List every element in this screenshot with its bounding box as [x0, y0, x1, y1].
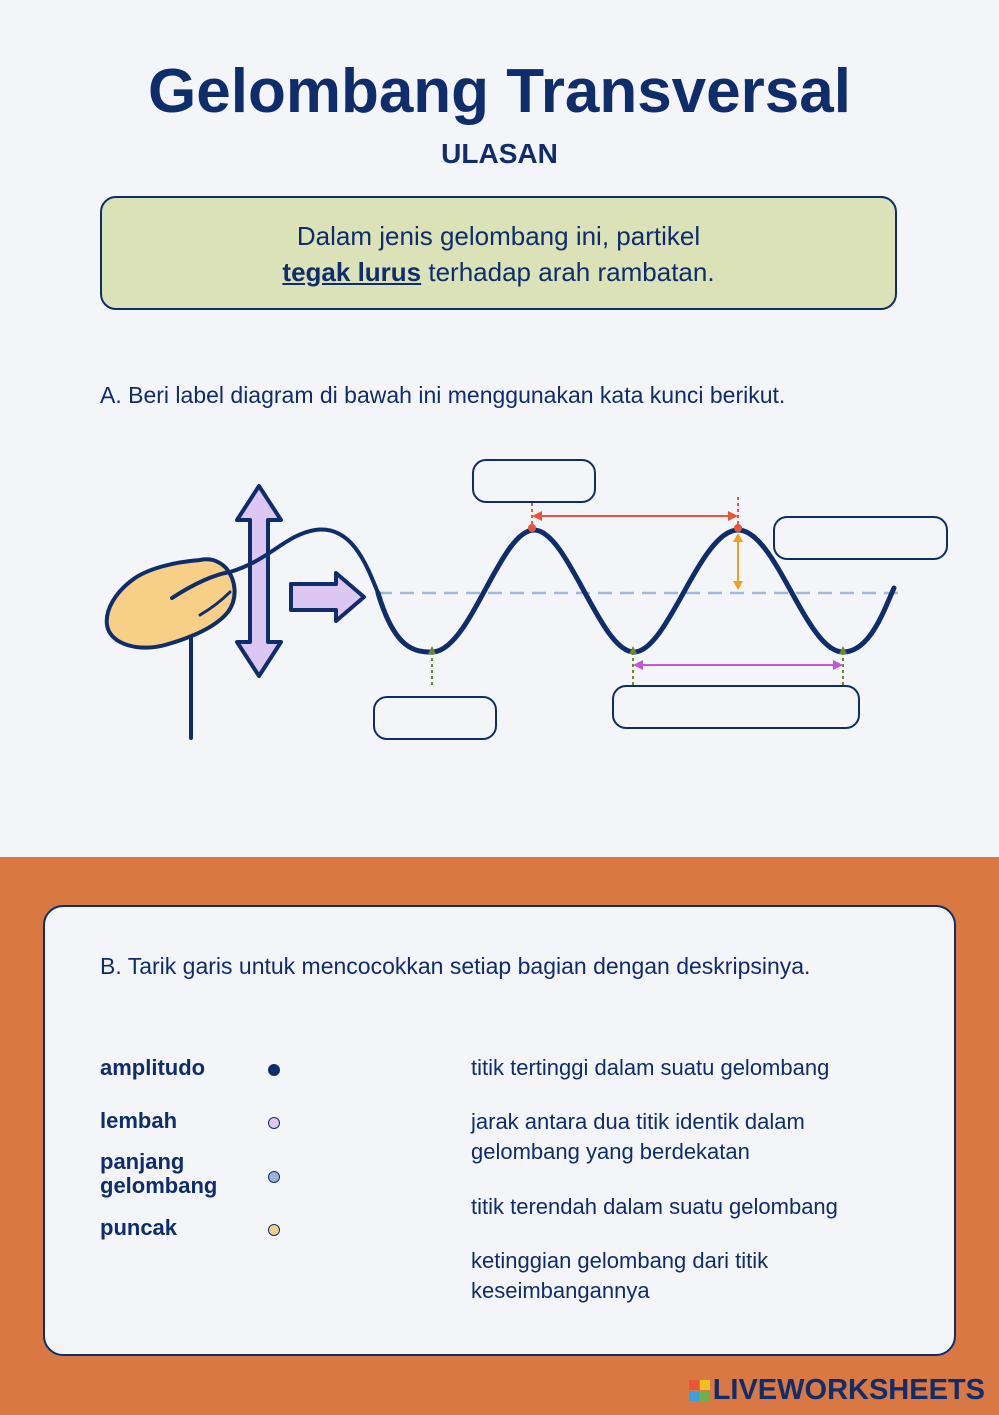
term-panjang-gelombang: panjang gelombang: [100, 1149, 218, 1198]
arrow-head: [532, 511, 542, 521]
instruction-a: A. Beri label diagram di bawah ini menggunakan kata kunci berikut.: [100, 382, 786, 408]
arrow-head: [733, 533, 743, 542]
definition-line-2: [102, 254, 895, 290]
label-box-amplitude[interactable]: [773, 516, 948, 560]
logo-mark-icon: [689, 1380, 710, 1401]
term-puncak: puncak: [100, 1215, 178, 1240]
label-box-crest[interactable]: [472, 459, 596, 503]
definition-box: [100, 196, 897, 310]
crest-dot: [528, 524, 536, 532]
label-box-trough[interactable]: [373, 696, 497, 740]
desc-highest-point[interactable]: titik tertinggi dalam suatu gelombang: [471, 1055, 830, 1080]
definition-underlined-term: tegak lurus: [282, 257, 422, 287]
page-subtitle: ULASAN: [441, 138, 558, 169]
term-amplitudo: amplitudo: [100, 1055, 206, 1080]
liveworksheets-logo: [689, 1374, 985, 1407]
definition-line-1: Dalam jenis gelombang ini, partikel: [296, 221, 701, 251]
desc-distance-identical-points[interactable]: jarak antara dua titik identik dalam gelombang yang berdekatan: [471, 1109, 805, 1164]
match-dot-panjang-gelombang[interactable]: [268, 1171, 280, 1183]
match-dot-puncak[interactable]: [268, 1224, 280, 1236]
arrow-head: [733, 581, 743, 590]
instruction-b: B. Tarik garis untuk mencocokkan setiap bagian dengan deskripsinya.: [100, 953, 811, 979]
arrow-head: [728, 511, 738, 521]
match-dot-amplitudo[interactable]: [268, 1064, 280, 1076]
definition-line-2-rest: terhadap arah rambatan.: [421, 257, 715, 287]
crest-dot: [734, 524, 742, 532]
double-vertical-arrow-icon: [237, 486, 281, 676]
term-lembah: lembah: [100, 1108, 178, 1133]
arrow-head: [633, 660, 643, 670]
right-arrow-icon: [291, 573, 364, 621]
label-box-wavelength[interactable]: [612, 685, 860, 729]
arrow-head: [833, 660, 843, 670]
desc-lowest-point[interactable]: titik terendah dalam suatu gelombang: [471, 1194, 838, 1219]
logo-text: LIVEWORKSHEETS: [712, 1374, 985, 1406]
desc-height-from-equilibrium[interactable]: ketinggian gelombang dari titik keseimbangannya: [471, 1248, 769, 1303]
page-title: Gelombang Transversal: [148, 57, 851, 126]
match-dot-lembah[interactable]: [268, 1117, 280, 1129]
